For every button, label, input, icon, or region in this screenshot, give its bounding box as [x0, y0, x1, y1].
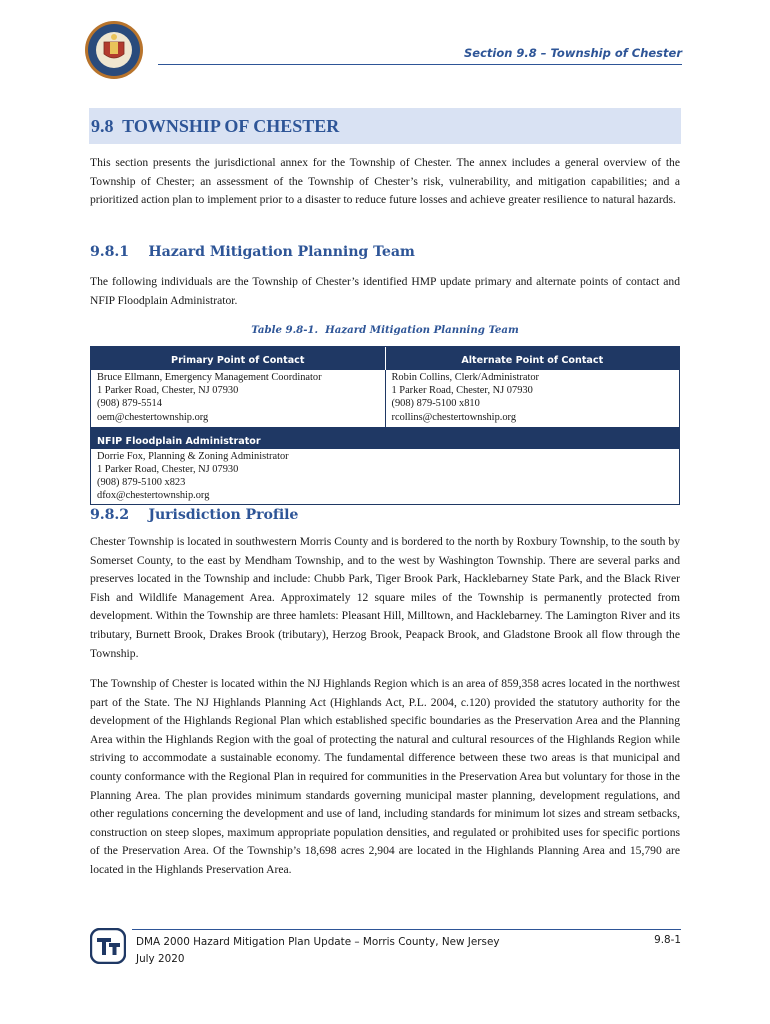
planning-team-table	[90, 346, 680, 505]
primary-contact-phone: (908) 879-5514	[97, 398, 162, 410]
floodplain-admin-header: NFIP Floodplain Administrator	[91, 427, 679, 449]
section-title-bar	[89, 108, 681, 144]
page-number: 9.8-1	[654, 934, 681, 946]
footer-document-title: DMA 2000 Hazard Mitigation Plan Update – Morris County, New Jersey	[136, 936, 500, 948]
floodplain-admin-phone: (908) 879-5100 x823	[97, 477, 186, 489]
alternate-contact-cell	[386, 370, 680, 427]
jurisdiction-paragraph-1: Chester Township is located in southwestern Morris County and is bordered to the north by Roxbury Township, to the south by Somerset County, to the east by Mendham Township, and to the west by Washington Township. There are several parks and preserves located in the Township and include: Chubb Park, Tiger Brook Park, Hacklebarney State Park, and the Black River Fish and Wildlife Management Area. Approximately 12 square miles of the Township is permanently protected from development. Within the Township are three hamlets: Pleasant Hill, Milltown, and Hacklebarney. The Lamington River and its tributary, Burnett Brook, Drakes Brook (tributary), Herzog Brook, Peapack Brook, and Gladstone Brook all flow through the Township.	[90, 535, 680, 660]
floodplain-admin-name: Dorrie Fox, Planning & Zoning Administrator	[97, 450, 289, 462]
intro-paragraph: This section presents the jurisdictional annex for the Township of Chester. The annex includes a general overview of the Township of Chester; an assessment of the Township of Chester’s risk, vulnerability, and mitigation capabilities; and a prioritized action plan to implement prior to a disaster to reduce future losses and achieve greater resilience to natural hazards.	[90, 156, 680, 207]
running-header: Section 9.8 – Township of Chester	[158, 46, 682, 65]
floodplain-admin-address: 1 Parker Road, Chester, NJ 07930	[97, 464, 239, 476]
alternate-contact-email: rcollins@chestertownship.org	[391, 411, 517, 423]
footer-rule	[132, 929, 681, 930]
table-caption: Table 9.8-1. Hazard Mitigation Planning Team	[251, 324, 519, 336]
table-contact-row	[91, 370, 679, 427]
planning-team-paragraph: The following individuals are the Township of Chester’s identified HMP update primary and alternate points of contact and NFIP Floodplain Administrator.	[90, 275, 680, 307]
tetra-tech-logo-icon	[90, 928, 126, 964]
table-header-row	[91, 347, 679, 370]
floodplain-admin-cell	[91, 449, 679, 504]
alternate-contact-header: Alternate Point of Contact	[461, 355, 604, 366]
alternate-contact-phone: (908) 879-5100 x810	[391, 398, 480, 410]
jurisdiction-paragraph-2: The Township of Chester is located within the NJ Highlands Region which is an area of 859,358 acres located in the northwest part of the State. The NJ Highlands Planning Act (Highlands Act, P.L. 2004, c.120) provided the statutory authority for the development of the Highlands Regional Plan which established specific boundaries as the Preservation Area and the Planning Area within the Highlands Region with the goal of protecting the natural and cultural resources of the Highlands Region while striving to accommodate a sustainable economy. The fundamental difference between these two areas is that municipal and county conformance with the Regional Plan in required for communities in the Preservation Area but voluntary for those in the Planning Area. The plan provides minimum standards governing municipal master planning, development regulations, and other regulations concerning the development and use of land, including standards for minimum lot sizes and stream setbacks, construction on steep slopes, maximum appropriate population densities, and regulated or prohibited uses for specific portions of the Preservation Area. Of the Township’s 18,698 acres 2,904 are located in the Highlands Planning Area and 15,790 are located in the Highlands Preservation Area.	[90, 677, 680, 876]
section-title: 9.8 TOWNSHIP OF CHESTER	[91, 116, 340, 136]
heading-planning-team: 9.8.1 Hazard Mitigation Planning Team	[90, 244, 415, 260]
floodplain-admin-email: dfox@chestertownship.org	[97, 490, 210, 502]
township-seal-icon	[84, 20, 144, 80]
heading-jurisdiction-profile: 9.8.2 Jurisdiction Profile	[90, 507, 299, 523]
primary-contact-email: oem@chestertownship.org	[97, 411, 209, 423]
footer-date: July 2020	[136, 953, 185, 965]
primary-contact-address: 1 Parker Road, Chester, NJ 07930	[97, 385, 239, 397]
alternate-contact-address: 1 Parker Road, Chester, NJ 07930	[391, 385, 533, 397]
primary-contact-name: Bruce Ellmann, Emergency Management Coordinator	[97, 372, 322, 383]
primary-contact-header: Primary Point of Contact	[91, 347, 386, 370]
alternate-contact-name: Robin Collins, Clerk/Administrator	[391, 372, 539, 383]
footer-text	[136, 934, 499, 968]
primary-contact-cell	[91, 370, 386, 427]
